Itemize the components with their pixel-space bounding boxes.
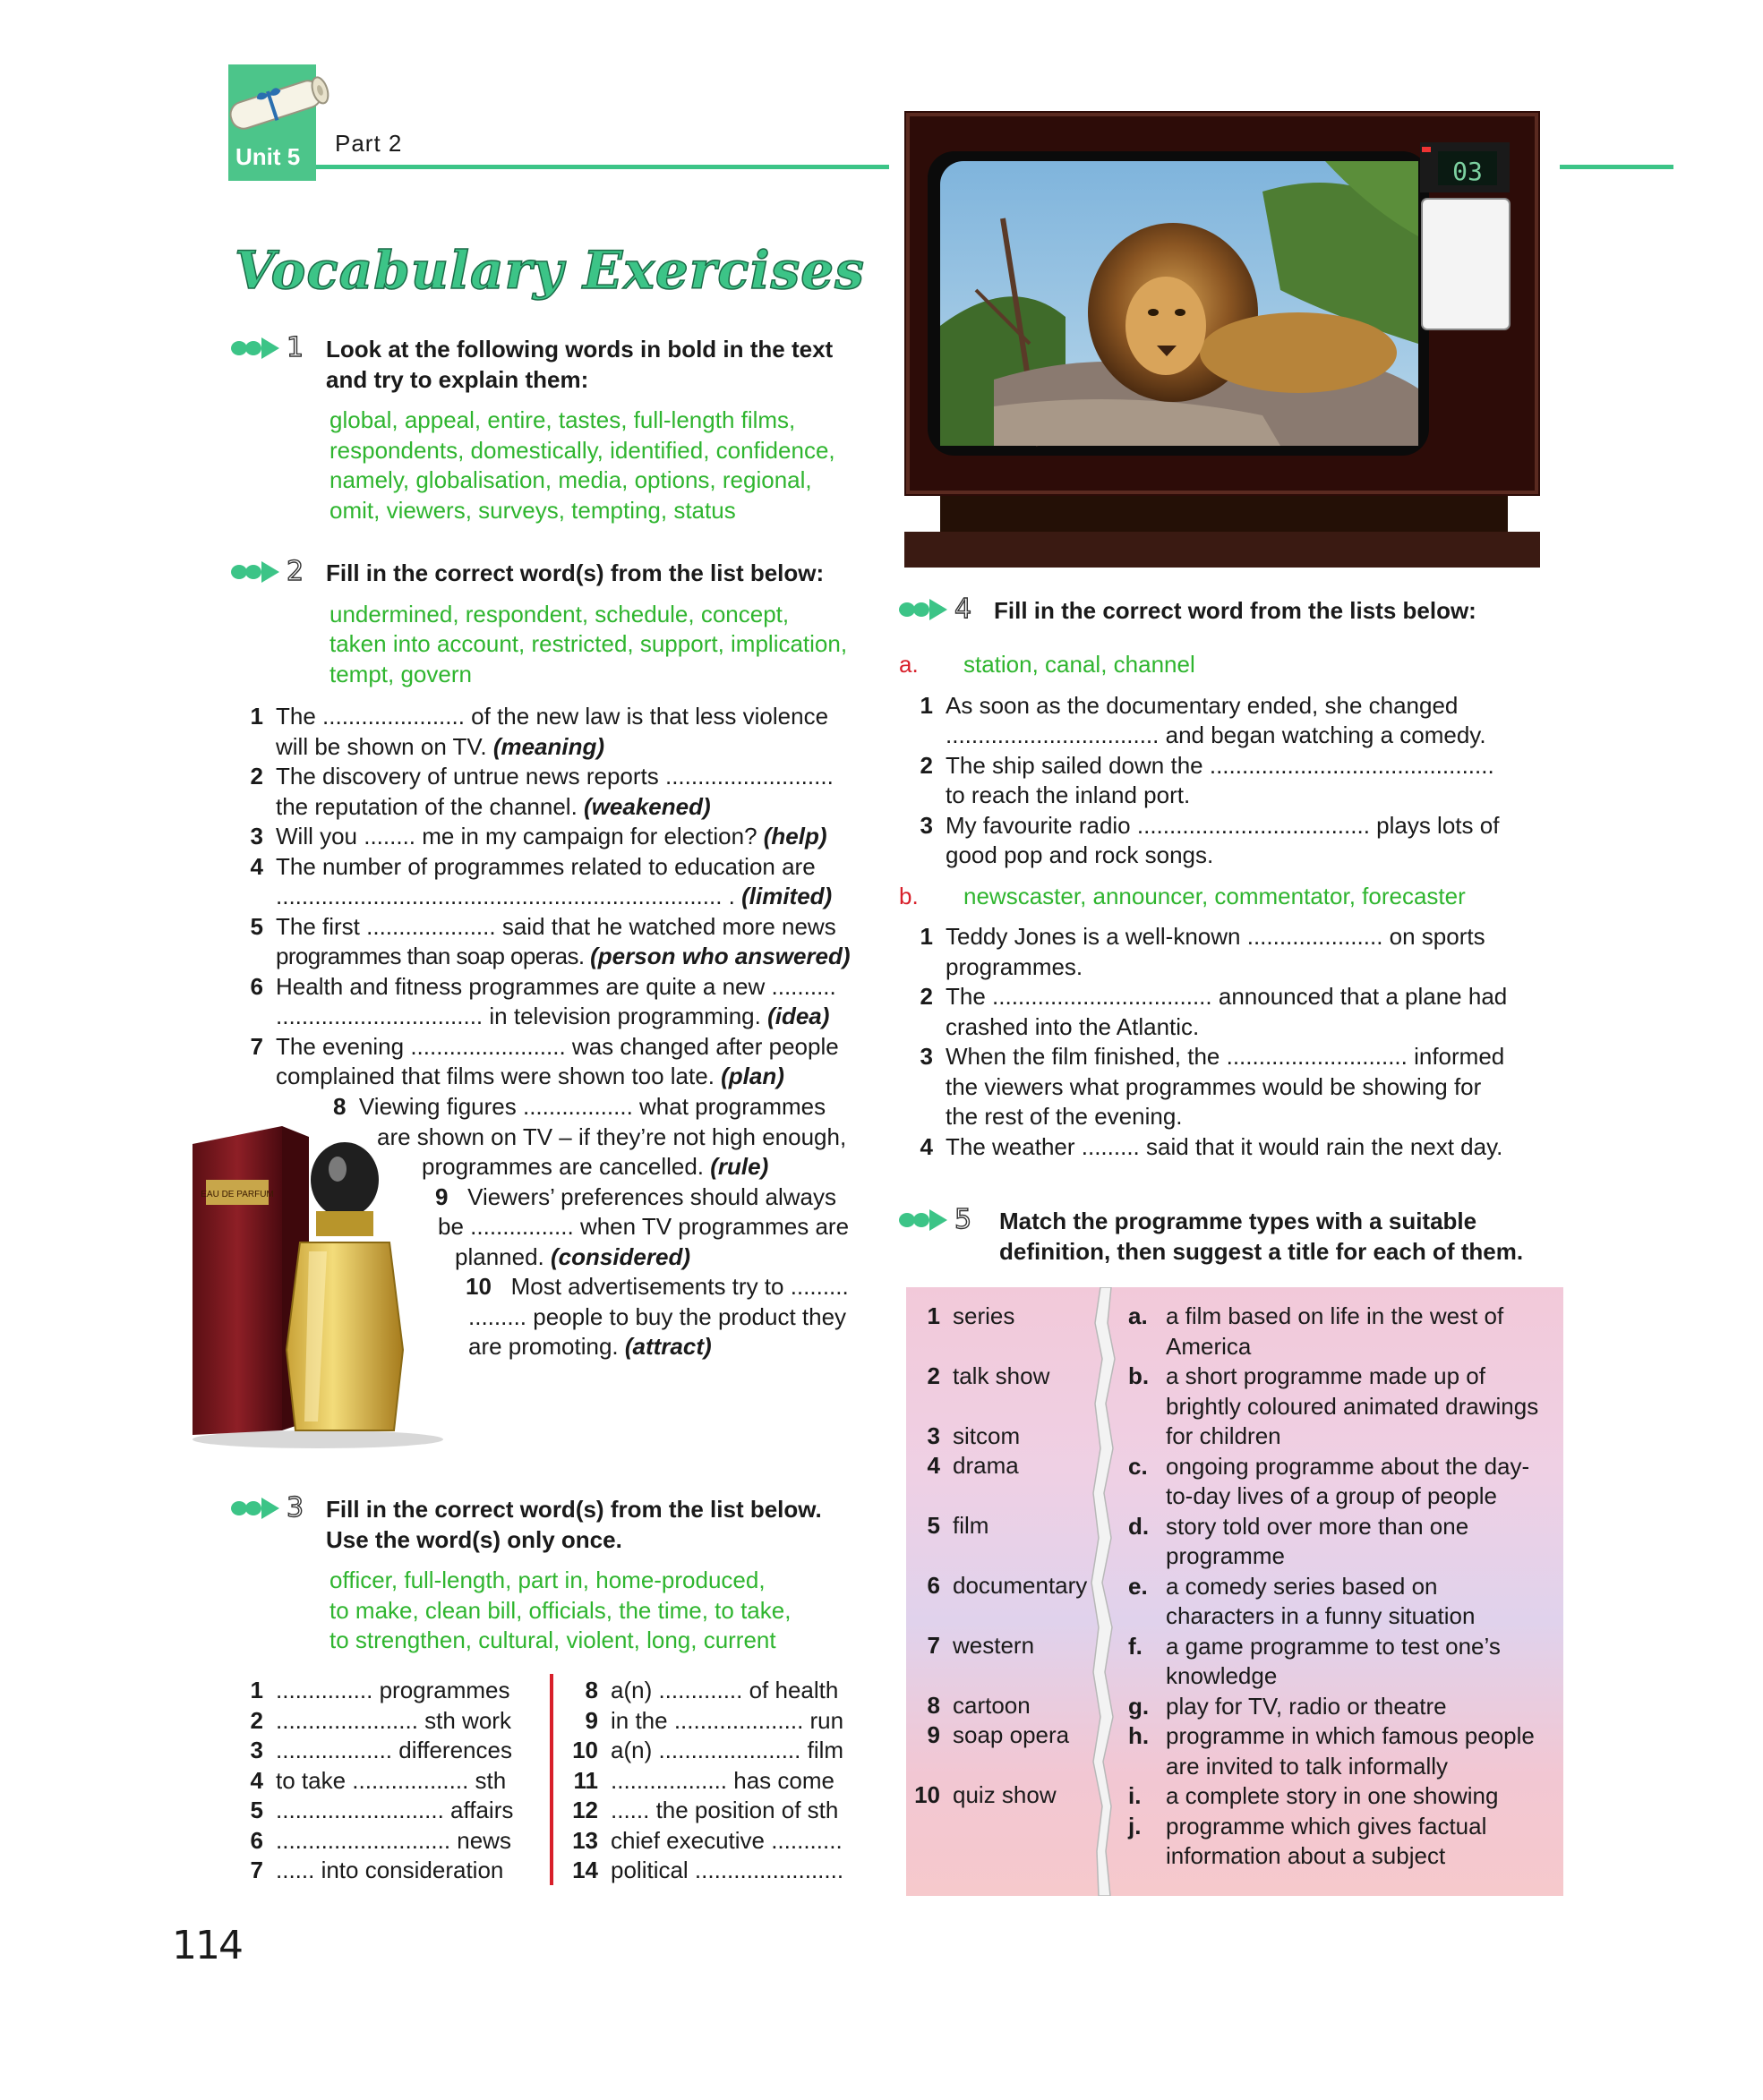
item-number: 7 bbox=[927, 1632, 940, 1659]
word-list-line: newscaster, announcer, commentator, forecaster bbox=[963, 882, 1466, 909]
item-text: As soon as the documentary ended, she changed bbox=[946, 691, 1459, 719]
item-number: 6 bbox=[250, 1826, 263, 1854]
item-hint: (meaning) bbox=[492, 732, 605, 760]
item-number: 3 bbox=[920, 811, 933, 839]
item-hint: (help) bbox=[763, 823, 827, 849]
item-number: 4 bbox=[927, 1452, 940, 1479]
list-item bbox=[906, 1720, 1069, 1751]
item-text: story told over more than one bbox=[1166, 1512, 1469, 1540]
item-letter: h. bbox=[1128, 1722, 1150, 1749]
item-text: programmes are cancelled. bbox=[422, 1153, 711, 1180]
item-text: My favourite radio .................................... plays lots of bbox=[946, 811, 1500, 839]
item-text: The evening ........................ was changed after people bbox=[276, 1032, 839, 1060]
perfume-box-label: EAU DE PARFUM bbox=[201, 1190, 274, 1199]
word-list-line: officer, full-length, part in, home-produced, bbox=[329, 1566, 766, 1593]
list-item bbox=[1128, 1452, 1563, 1512]
list-item bbox=[1128, 1692, 1563, 1722]
item-number: 7 bbox=[250, 1032, 263, 1060]
list-item bbox=[564, 1796, 877, 1826]
item-number: 5 bbox=[250, 1797, 263, 1823]
item-letter: j. bbox=[1128, 1812, 1142, 1840]
word-list-line: undermined, respondent, schedule, concept, bbox=[329, 600, 790, 627]
list-item bbox=[1128, 1302, 1563, 1362]
item-number: 12 bbox=[572, 1797, 598, 1823]
list-item bbox=[1128, 1572, 1563, 1632]
word-list-line: to strengthen, cultural, violent, long, current bbox=[329, 1626, 776, 1653]
item-hint: (considered) bbox=[550, 1243, 691, 1270]
item-hint: (plan) bbox=[721, 1063, 784, 1089]
list-item bbox=[229, 1032, 874, 1092]
item-text: programme bbox=[1166, 1542, 1285, 1569]
item-text: be ................ when TV programmes are bbox=[438, 1213, 850, 1240]
item-text: good pop and rock songs. bbox=[946, 841, 1214, 868]
item-text: crashed into the Atlantic. bbox=[946, 1012, 1200, 1040]
item-number: 2 bbox=[250, 1706, 263, 1734]
list-item bbox=[229, 1766, 543, 1797]
word-list bbox=[329, 600, 874, 690]
arrow-bullet-icon bbox=[229, 559, 285, 585]
list-item bbox=[229, 1856, 543, 1886]
item-text: .................. differences bbox=[276, 1737, 512, 1763]
item-text: a complete story in one showing bbox=[1166, 1782, 1499, 1809]
exercise-2-items bbox=[229, 702, 874, 1092]
list-item bbox=[899, 691, 1579, 751]
item-text: information about a subject bbox=[1166, 1842, 1446, 1869]
word-list-line: to make, clean bill, officials, the time, to take, bbox=[329, 1596, 792, 1624]
item-text: ............... programmes bbox=[276, 1677, 510, 1703]
list-item bbox=[906, 1511, 988, 1541]
item-text: .......................... affairs bbox=[276, 1797, 514, 1823]
list-item bbox=[229, 762, 874, 822]
exercise-instruction: Look at the following words in bold in the text bbox=[326, 336, 834, 363]
item-number: 2 bbox=[920, 983, 933, 1010]
list-item bbox=[1128, 1721, 1563, 1781]
item-text: in the .................... run bbox=[611, 1706, 844, 1734]
item-number: 6 bbox=[250, 972, 263, 1000]
item-number: 5 bbox=[927, 1512, 940, 1539]
item-number: 14 bbox=[572, 1857, 598, 1883]
item-number: 9 bbox=[585, 1706, 598, 1734]
exercise-number: 3 bbox=[287, 1492, 304, 1524]
item-number: 1 bbox=[250, 1677, 263, 1703]
list-item bbox=[906, 1780, 1057, 1811]
exercise-instruction: Fill in the correct word(s) from the list below: bbox=[326, 559, 825, 586]
list-item bbox=[333, 1092, 874, 1123]
item-number: 4 bbox=[920, 1132, 933, 1160]
definitions-column bbox=[1128, 1302, 1563, 1872]
list-item bbox=[435, 1182, 878, 1213]
list-item bbox=[564, 1736, 877, 1766]
part-label: Part 2 bbox=[335, 130, 403, 157]
arrow-bullet-icon bbox=[229, 335, 285, 362]
list-item bbox=[899, 1042, 1579, 1132]
item-number: 8 bbox=[333, 1093, 347, 1120]
item-text: the rest of the evening. bbox=[946, 1103, 1183, 1130]
item-hint: (limited) bbox=[741, 883, 833, 909]
arrow-bullet-icon bbox=[897, 596, 953, 623]
word-list-line: tempt, govern bbox=[329, 660, 472, 687]
exercise-2 bbox=[229, 556, 874, 689]
item-text: soap opera bbox=[953, 1721, 1070, 1748]
item-text: a(n) ............. of health bbox=[611, 1677, 839, 1703]
page-number: 114 bbox=[172, 1923, 242, 1968]
item-text: The number of programmes related to education are bbox=[276, 852, 816, 880]
list-item bbox=[906, 1691, 1031, 1721]
list-item bbox=[229, 1706, 543, 1737]
item-text: are invited to talk informally bbox=[1166, 1752, 1449, 1780]
header-rule bbox=[316, 165, 889, 169]
exercise-4 bbox=[897, 593, 1578, 627]
item-number: 10 bbox=[572, 1737, 598, 1763]
exercise-number: 5 bbox=[954, 1204, 972, 1235]
item-number: 2 bbox=[250, 763, 263, 790]
list-item bbox=[564, 1856, 877, 1886]
item-number: 8 bbox=[927, 1692, 940, 1719]
list-item bbox=[229, 972, 874, 1032]
item-number: 3 bbox=[927, 1422, 940, 1449]
item-number: 1 bbox=[920, 923, 933, 950]
item-text: ...... into consideration bbox=[276, 1857, 504, 1883]
item-text: Most advertisements try to ......... bbox=[510, 1273, 849, 1300]
item-text: will be shown on TV. bbox=[276, 732, 493, 760]
item-text: The discovery of untrue news reports .......................... bbox=[276, 763, 834, 790]
item-number: 1 bbox=[927, 1302, 940, 1329]
list-item bbox=[899, 922, 1579, 982]
item-letter: a. bbox=[1128, 1302, 1148, 1329]
exercise-instruction: Fill in the correct word from the lists below: bbox=[994, 597, 1476, 624]
item-letter: c. bbox=[1128, 1452, 1148, 1480]
item-hint: (weakened) bbox=[584, 792, 711, 820]
item-text: sitcom bbox=[953, 1422, 1021, 1449]
list-item bbox=[1128, 1781, 1563, 1812]
exercise-number: 2 bbox=[287, 556, 304, 587]
item-text: film bbox=[953, 1512, 989, 1539]
item-text: documentary bbox=[953, 1572, 1088, 1599]
word-list-line: omit, viewers, surveys, tempting, status bbox=[329, 496, 736, 524]
item-text: The first .................... said that he watched more news bbox=[276, 912, 836, 940]
item-number: 8 bbox=[585, 1677, 598, 1703]
exercise-number: 4 bbox=[954, 593, 972, 625]
list-item bbox=[906, 1362, 1049, 1392]
header-rule-right bbox=[1560, 165, 1673, 169]
item-number: 2 bbox=[927, 1362, 940, 1389]
item-number: 3 bbox=[920, 1043, 933, 1070]
item-hint: (person who answered) bbox=[590, 943, 851, 969]
exercise-instruction: Match the programme types with a suitable bbox=[999, 1208, 1477, 1234]
list-item bbox=[899, 1132, 1579, 1163]
item-text: ................................ in television programming. bbox=[276, 1003, 768, 1029]
item-text: ................................. and began watching a comedy. bbox=[946, 721, 1486, 748]
item-number: 2 bbox=[920, 751, 933, 779]
exercise-instruction: Fill in the correct word(s) from the list below. bbox=[326, 1496, 822, 1523]
item-number: 1 bbox=[920, 691, 933, 719]
item-text: The .................................. announced that a plane had bbox=[946, 983, 1508, 1010]
arrow-bullet-icon bbox=[229, 1495, 285, 1522]
item-text: a film based on life in the west of bbox=[1166, 1302, 1504, 1329]
word-list bbox=[329, 1566, 874, 1656]
list-item bbox=[906, 1451, 1019, 1481]
list-item bbox=[229, 912, 874, 972]
item-text: are promoting. bbox=[468, 1333, 625, 1360]
item-text: for children bbox=[1166, 1422, 1281, 1449]
word-list-line: global, appeal, entire, tastes, full-length films, bbox=[329, 406, 796, 433]
item-text: planned. bbox=[455, 1243, 551, 1270]
item-text: brightly coloured animated drawings bbox=[1166, 1392, 1539, 1420]
item-letter: f. bbox=[1128, 1632, 1143, 1660]
item-number: 4 bbox=[250, 852, 263, 880]
list-item bbox=[229, 852, 874, 912]
item-text: Viewers’ preferences should always bbox=[467, 1183, 837, 1210]
list-item bbox=[466, 1272, 877, 1302]
exercise-instruction: definition, then suggest a title for each of them. bbox=[999, 1237, 1524, 1265]
item-text: ......... people to buy the product they bbox=[468, 1303, 847, 1330]
exercise-3-left-column bbox=[229, 1676, 543, 1886]
item-text: America bbox=[1166, 1332, 1252, 1360]
diploma-scroll-icon bbox=[213, 73, 338, 136]
item-hint: (rule) bbox=[710, 1153, 769, 1180]
item-text: drama bbox=[953, 1452, 1019, 1479]
item-number: 13 bbox=[572, 1826, 598, 1854]
item-text: series bbox=[953, 1302, 1015, 1329]
item-text: characters in a funny situation bbox=[1166, 1602, 1476, 1629]
exercise-5 bbox=[897, 1204, 1578, 1267]
list-item bbox=[564, 1826, 877, 1857]
list-item bbox=[899, 982, 1579, 1042]
list-item bbox=[564, 1766, 877, 1797]
item-hint: (attract) bbox=[624, 1333, 712, 1360]
item-text: programme which gives factual bbox=[1166, 1812, 1487, 1840]
item-number: 1 bbox=[250, 703, 263, 730]
item-number: 6 bbox=[927, 1572, 940, 1599]
item-text: The weather ......... said that it would rain the next day. bbox=[946, 1132, 1503, 1160]
item-text: The ...................... of the new law is that less violence bbox=[276, 703, 829, 730]
item-number: 5 bbox=[250, 912, 263, 940]
part-label-b: b. bbox=[899, 882, 919, 909]
list-item-continuation bbox=[468, 1332, 880, 1362]
item-letter: e. bbox=[1128, 1572, 1148, 1600]
list-item bbox=[1128, 1362, 1563, 1452]
word-list-line: respondents, domestically, identified, confidence, bbox=[329, 436, 835, 464]
item-text: The ship sailed down the ............................................ bbox=[946, 751, 1494, 779]
item-text: Teddy Jones is a well-known ..................... on sports bbox=[946, 923, 1485, 950]
item-text: a(n) ...................... film bbox=[611, 1737, 844, 1763]
item-text: political ....................... bbox=[611, 1857, 844, 1883]
item-text: ........................... news bbox=[276, 1826, 511, 1854]
list-item-continuation bbox=[455, 1242, 876, 1273]
item-number: 11 bbox=[573, 1766, 598, 1794]
item-text: programme in which famous people bbox=[1166, 1722, 1535, 1749]
list-item bbox=[1128, 1812, 1563, 1872]
item-letter: b. bbox=[1128, 1362, 1150, 1389]
list-item bbox=[906, 1631, 1034, 1661]
list-item bbox=[229, 822, 874, 852]
list-item bbox=[906, 1421, 1020, 1452]
item-number: 3 bbox=[250, 1737, 263, 1763]
item-text: programmes. bbox=[946, 952, 1083, 980]
perfume-image bbox=[184, 1126, 452, 1448]
item-text: When the film finished, the ............................ informed bbox=[946, 1043, 1505, 1070]
item-hint: (idea) bbox=[767, 1003, 830, 1029]
list-item bbox=[229, 1676, 543, 1706]
exercise-1 bbox=[229, 332, 874, 525]
exercise-3-right-column bbox=[564, 1676, 877, 1886]
word-list-line: station, canal, channel bbox=[963, 651, 1195, 678]
item-text: complained that films were shown too late. bbox=[276, 1063, 722, 1089]
item-number: 10 bbox=[914, 1781, 940, 1808]
item-number: 7 bbox=[250, 1857, 263, 1883]
exercise-instruction: Use the word(s) only once. bbox=[326, 1525, 622, 1553]
item-text: ...................... sth work bbox=[276, 1706, 511, 1734]
list-item bbox=[564, 1676, 877, 1706]
item-text: ..................................................................... . bbox=[276, 883, 742, 909]
item-letter: g. bbox=[1128, 1692, 1150, 1720]
item-text: programmes than soap operas. bbox=[276, 943, 591, 969]
list-item-continuation bbox=[422, 1152, 878, 1182]
list-item bbox=[229, 1736, 543, 1766]
tv-image bbox=[904, 111, 1540, 568]
item-text: a game programme to test one’s bbox=[1166, 1632, 1501, 1660]
item-text: talk show bbox=[953, 1362, 1050, 1389]
item-text: are shown on TV – if they’re not high enough, bbox=[377, 1123, 847, 1150]
list-item bbox=[906, 1571, 1087, 1601]
item-number: 3 bbox=[250, 823, 263, 849]
exercise-3 bbox=[229, 1492, 874, 1656]
item-text: a short programme made up of bbox=[1166, 1362, 1485, 1389]
item-text: the viewers what programmes would be showing for bbox=[946, 1072, 1482, 1100]
item-text: knowledge bbox=[1166, 1662, 1278, 1689]
item-number: 9 bbox=[927, 1721, 940, 1748]
item-text: western bbox=[953, 1632, 1035, 1659]
exercise-number: 1 bbox=[287, 332, 304, 363]
torn-paper-divider bbox=[1088, 1287, 1124, 1896]
word-list-line: taken into account, restricted, support, implication, bbox=[329, 630, 848, 657]
item-text: the reputation of the channel. bbox=[276, 792, 585, 820]
item-number: 9 bbox=[435, 1183, 449, 1210]
item-letter: d. bbox=[1128, 1512, 1150, 1540]
item-text: Will you ........ me in my campaign for election? bbox=[276, 823, 764, 849]
list-item bbox=[1128, 1632, 1563, 1692]
part-label-a: a. bbox=[899, 651, 919, 678]
item-text: cartoon bbox=[953, 1692, 1031, 1719]
item-text: to take .................. sth bbox=[276, 1766, 507, 1794]
exercise-4-part-a bbox=[899, 650, 1579, 1162]
item-text: to-day lives of a group of people bbox=[1166, 1482, 1498, 1509]
item-text: Viewing figures ................. what programmes bbox=[358, 1093, 826, 1120]
list-item bbox=[906, 1302, 1014, 1332]
list-item bbox=[899, 751, 1579, 811]
item-letter: i. bbox=[1128, 1782, 1142, 1809]
page-title: Vocabulary Exercises bbox=[235, 240, 865, 301]
item-text: a comedy series based on bbox=[1166, 1572, 1438, 1600]
unit-label: Unit 5 bbox=[235, 143, 301, 170]
list-item bbox=[229, 702, 874, 762]
item-number: 4 bbox=[250, 1766, 263, 1794]
item-text: ongoing programme about the day- bbox=[1166, 1452, 1530, 1480]
item-text: play for TV, radio or theatre bbox=[1166, 1692, 1447, 1720]
channel-display: 03 bbox=[1452, 157, 1483, 186]
item-text: chief executive ........... bbox=[611, 1826, 843, 1854]
item-text: to reach the inland port. bbox=[946, 781, 1191, 808]
column-divider bbox=[550, 1674, 553, 1885]
word-list bbox=[329, 405, 874, 525]
item-text: quiz show bbox=[953, 1781, 1057, 1808]
item-text: Health and fitness programmes are quite a new .......... bbox=[276, 972, 836, 1000]
list-item bbox=[229, 1796, 543, 1826]
arrow-bullet-icon bbox=[897, 1207, 953, 1234]
list-item bbox=[564, 1706, 877, 1737]
item-text: ...... the position of sth bbox=[611, 1797, 839, 1823]
word-list-line: namely, globalisation, media, options, regional, bbox=[329, 466, 812, 493]
item-text: .................. has come bbox=[611, 1766, 834, 1794]
exercise-instruction: and try to explain them: bbox=[326, 365, 589, 393]
item-number: 10 bbox=[466, 1273, 492, 1300]
list-item bbox=[229, 1826, 543, 1857]
list-item bbox=[899, 811, 1579, 871]
list-item bbox=[1128, 1512, 1563, 1572]
